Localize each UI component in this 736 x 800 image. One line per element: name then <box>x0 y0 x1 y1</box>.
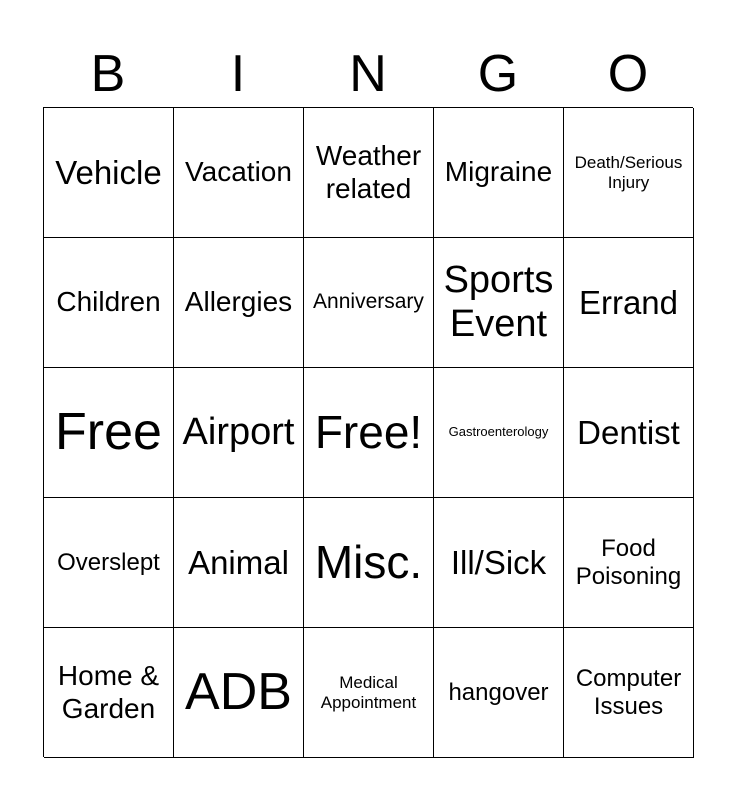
bingo-cell[interactable] <box>44 368 174 498</box>
bingo-cell[interactable] <box>304 628 434 758</box>
cell-label: Children <box>56 286 161 318</box>
cell-label: Vacation <box>185 156 292 188</box>
cell-label: Animal <box>188 543 289 581</box>
bingo-board <box>43 107 693 757</box>
bingo-cell[interactable] <box>174 108 304 238</box>
cell-label: Sports Event <box>443 258 554 345</box>
cell-label: Gastroenterology <box>448 424 549 440</box>
cell-label: Food Poisoning <box>575 534 682 590</box>
bingo-cell[interactable] <box>564 108 694 238</box>
bingo-header <box>43 42 693 106</box>
bingo-cell[interactable] <box>44 628 174 758</box>
cell-label: Death/Serious Injury <box>574 152 683 192</box>
header-letter-o: O <box>607 45 649 103</box>
cell-label: Medical Appointment <box>320 672 417 712</box>
cell-label: Free <box>55 402 162 461</box>
bingo-cell[interactable] <box>304 368 434 498</box>
bingo-cell[interactable] <box>174 628 304 758</box>
bingo-cell[interactable] <box>564 628 694 758</box>
bingo-cell[interactable] <box>434 628 564 758</box>
cell-label: Vehicle <box>55 153 162 191</box>
cell-label: hangover <box>448 678 549 706</box>
bingo-cell[interactable] <box>44 108 174 238</box>
bingo-cell[interactable] <box>564 368 694 498</box>
cell-label: ADB <box>185 662 292 721</box>
bingo-cell[interactable] <box>564 238 694 368</box>
cell-label: Weather related <box>315 140 422 204</box>
cell-label: Misc. <box>314 536 423 589</box>
header-letter-g: G <box>477 45 519 103</box>
cell-label: Allergies <box>184 286 293 318</box>
bingo-cell[interactable] <box>304 108 434 238</box>
cell-label: Home & Garden <box>57 660 160 724</box>
bingo-cell[interactable] <box>434 368 564 498</box>
bingo-cell[interactable] <box>434 498 564 628</box>
bingo-cell[interactable] <box>174 368 304 498</box>
cell-label: Errand <box>578 283 679 321</box>
cell-label: Computer Issues <box>575 664 682 720</box>
bingo-cell[interactable] <box>304 238 434 368</box>
bingo-cell[interactable] <box>434 238 564 368</box>
cell-label: Ill/Sick <box>450 543 547 581</box>
cell-label: Anniversary <box>313 290 424 314</box>
bingo-cell[interactable] <box>44 498 174 628</box>
bingo-cell[interactable] <box>174 238 304 368</box>
cell-label: Migraine <box>444 156 553 188</box>
bingo-cell[interactable] <box>304 498 434 628</box>
header-letter-n: N <box>349 45 387 103</box>
cell-label: Airport <box>182 410 295 453</box>
bingo-cell[interactable] <box>434 108 564 238</box>
cell-label: Free! <box>314 406 423 459</box>
cell-label: Overslept <box>57 548 160 576</box>
cell-label: Dentist <box>577 413 680 451</box>
bingo-cell[interactable] <box>174 498 304 628</box>
header-letter-b: B <box>90 45 126 103</box>
bingo-cell[interactable] <box>44 238 174 368</box>
bingo-cell[interactable] <box>564 498 694 628</box>
header-letter-i: I <box>230 45 246 103</box>
